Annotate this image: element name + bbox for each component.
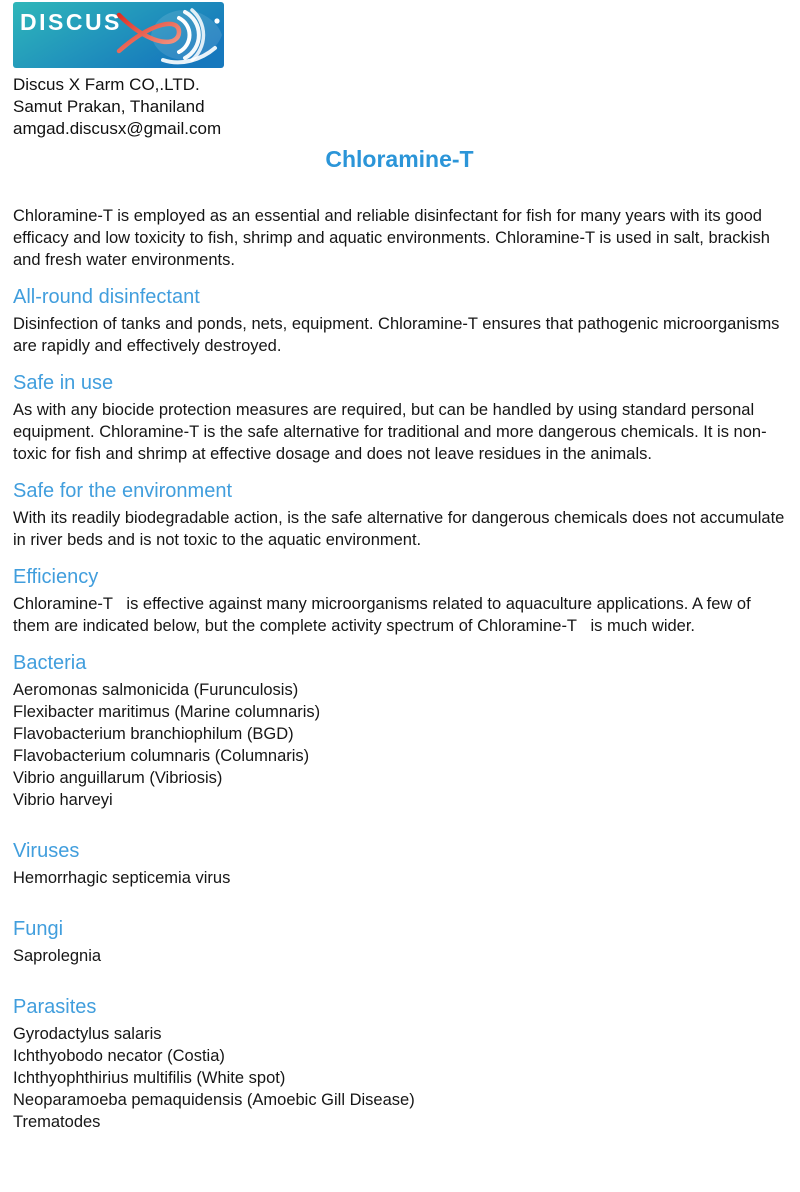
list-item: Trematodes [13, 1113, 101, 1131]
list-item: Neoparamoeba pemaquidensis (Amoebic Gill Disease) [13, 1091, 415, 1109]
list-item: Flexibacter maritimus (Marine columnaris) [13, 703, 321, 721]
section-heading-efficiency: Efficiency [13, 566, 99, 588]
bacteria-list [13, 679, 786, 811]
logo-wordmark: DISCUS [20, 9, 122, 35]
company-name: Discus X Farm CO,.LTD. [13, 75, 200, 94]
list-item: Hemorrhagic septicemia virus [13, 869, 231, 887]
intro-paragraph: Chloramine-T is employed as an essential and reliable disinfectant for fish for many years with its good efficacy and low toxicity to fish, shrimp and aquatic environments. Chloramine-T is used in salt, brackish and fresh water environments. [13, 207, 775, 269]
list-item: Flavobacterium branchiophilum (BGD) [13, 725, 294, 743]
page-title: Chloramine-T [325, 146, 474, 172]
list-item: Vibrio anguillarum (Vibriosis) [13, 769, 223, 787]
section-heading-fungi: Fungi [13, 918, 64, 940]
company-email: amgad.discusx@gmail.com [13, 119, 222, 138]
section-gap [13, 889, 786, 903]
section-body-safe-environment: With its readily biodegradable action, is the safe alternative for dangerous chemicals does not accumulate in river beds and is not toxic to the aquatic environment. [13, 509, 789, 549]
section-heading-safe-environment: Safe for the environment [13, 480, 233, 502]
company-info [13, 74, 786, 140]
section-heading-bacteria: Bacteria [13, 652, 87, 674]
fungi-list [13, 945, 786, 967]
parasites-list [13, 1023, 786, 1133]
list-item: Vibrio harveyi [13, 791, 113, 809]
viruses-list [13, 867, 786, 889]
list-item: Gyrodactylus salaris [13, 1025, 162, 1043]
section-gap [13, 811, 786, 825]
section-body-efficiency: Chloramine-T is effective against many microorganisms related to aquaculture applications. A few of them are indicated below, but the complete activity spectrum of Chloramine-T is much wider. [13, 595, 756, 635]
section-heading-safe-in-use: Safe in use [13, 372, 114, 394]
section-body-safe-in-use: As with any biocide protection measures are required, but can be handled by using standard personal equipment. Chloramine-T is the safe alternative for traditional and more dangerous chemicals. It is non-toxic for fish and shrimp at effective dosage and does not leave residues in the animals. [13, 401, 767, 463]
section-heading-viruses: Viruses [13, 840, 80, 862]
list-item: Flavobacterium columnaris (Columnaris) [13, 747, 310, 765]
list-item: Saprolegnia [13, 947, 102, 965]
list-item: Aeromonas salmonicida (Furunculosis) [13, 681, 299, 699]
discus-logo [13, 2, 224, 68]
section-heading-parasites: Parasites [13, 996, 97, 1018]
section-gap [13, 967, 786, 981]
list-item: Ichthyobodo necator (Costia) [13, 1047, 225, 1065]
list-item: Ichthyophthirius multifilis (White spot) [13, 1069, 286, 1087]
section-heading-all-round: All-round disinfectant [13, 286, 200, 308]
logo-dot-icon [214, 18, 219, 23]
company-location: Samut Prakan, Thaniland [13, 97, 205, 116]
section-body-all-round: Disinfection of tanks and ponds, nets, equipment. Chloramine-T ensures that pathogenic microorganisms are rapidly and effectively destroyed. [13, 315, 785, 355]
